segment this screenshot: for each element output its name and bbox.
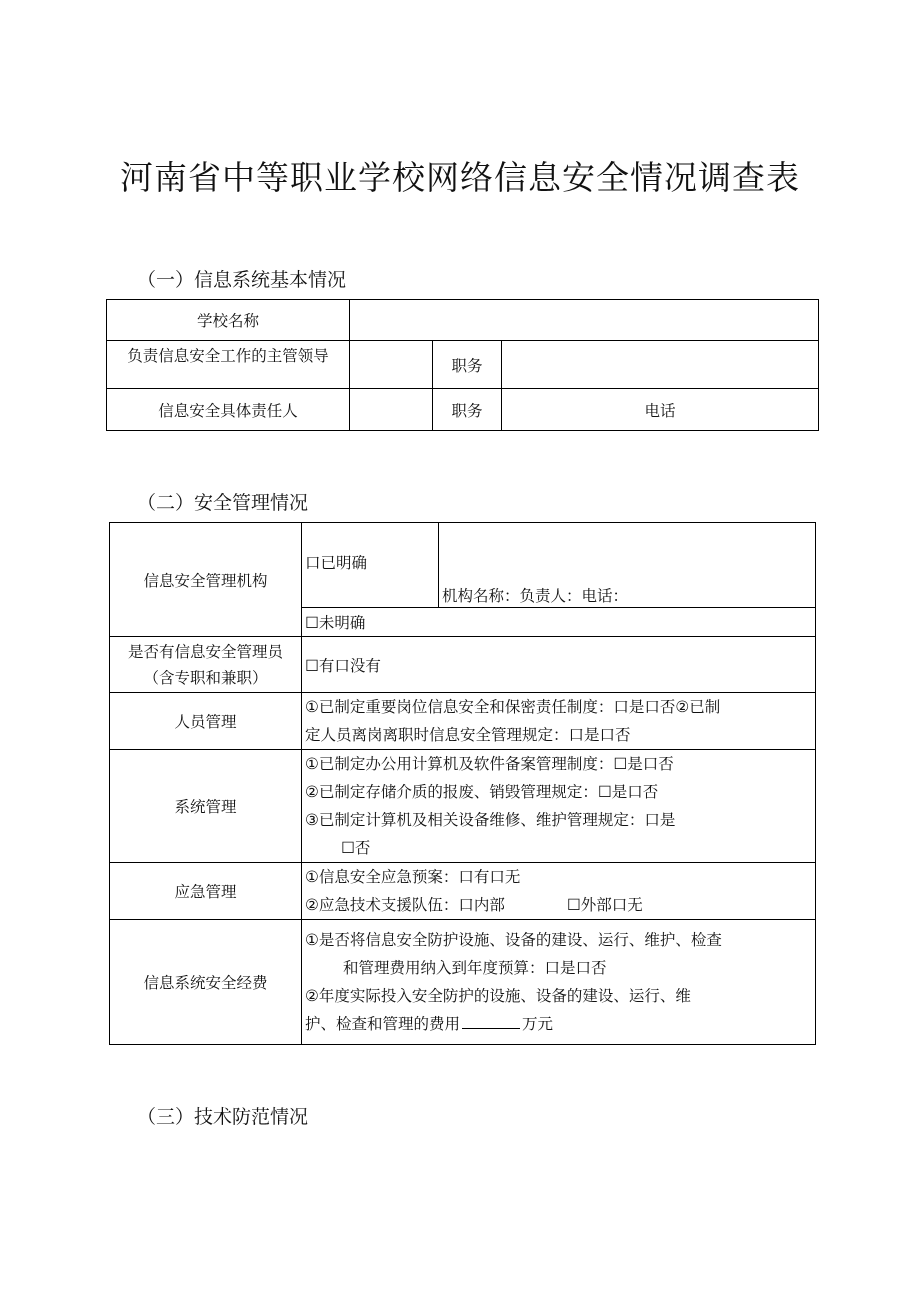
- personnel-value: [302, 693, 816, 750]
- school-name-row: [107, 300, 819, 341]
- admin-label: [110, 637, 302, 693]
- school-name-label: 学校名称: [107, 300, 350, 341]
- system-row: [110, 750, 816, 863]
- budget-value: [302, 920, 816, 1045]
- responsible-label: 信息安全具体责任人: [107, 389, 350, 431]
- leader-name-value: [350, 341, 433, 389]
- system-line3: ③已制定计算机及相关设备维修、维护管理规定：口是: [305, 811, 676, 829]
- page-title: 河南省中等职业学校网络信息安全情况调查表: [120, 158, 800, 197]
- admin-label-line1: 是否有信息安全管理员: [127, 642, 283, 661]
- emergency-internal: ②应急技术支援队伍：口内部: [305, 896, 505, 914]
- leader-label: 负责信息安全工作的主管领导: [107, 341, 350, 389]
- budget-line3: ②年度实际投入安全防护的设施、设备的建设、运行、维: [305, 987, 691, 1005]
- personnel-label: 人员管理: [110, 693, 302, 750]
- section2-heading: （二）安全管理情况: [137, 492, 309, 514]
- system-value: [302, 750, 816, 863]
- org-label: 信息安全管理机构: [110, 523, 302, 637]
- responsible-position-label: 职务: [433, 389, 502, 431]
- budget-label: 信息系统安全经费: [110, 920, 302, 1045]
- leader-position-value: [502, 341, 819, 389]
- admin-label-line2: （含专职和兼职）: [143, 668, 268, 687]
- leader-row: [107, 341, 819, 389]
- section1-heading: （一）信息系统基本情况: [137, 269, 347, 291]
- budget-line4: [305, 1010, 815, 1038]
- leader-position-label: 职务: [433, 341, 502, 389]
- budget-row: [110, 920, 816, 1045]
- emergency-line2: [305, 891, 815, 919]
- org-option-yes: 口已明确: [302, 523, 439, 608]
- personnel-line2: 定人员离岗离职时信息安全管理规定：口是口否: [305, 726, 631, 744]
- budget-line4-prefix: 护、检查和管理的费用: [305, 1015, 461, 1033]
- org-info: 机构名称：负责人：电话：: [439, 523, 816, 608]
- section3-heading: （三）技术防范情况: [137, 1106, 309, 1128]
- emergency-label: 应急管理: [110, 863, 302, 920]
- system-line4: ☐否: [341, 839, 371, 857]
- personnel-line1: ①已制定重要岗位信息安全和保密责任制度：口是口否②已制: [305, 698, 721, 716]
- emergency-value: [302, 863, 816, 920]
- personnel-row: [110, 693, 816, 750]
- org-option-no: ☐未明确: [302, 608, 816, 637]
- emergency-row: [110, 863, 816, 920]
- responsible-name-value: [350, 389, 433, 431]
- system-line1: ①已制定办公用计算机及软件备案管理制度：☐是口否: [305, 755, 674, 773]
- school-name-value: [350, 300, 819, 341]
- org-row: [110, 523, 816, 608]
- budget-line1: ①是否将信息安全防护设施、设备的建设、运行、维护、检查: [305, 931, 722, 949]
- system-label: 系统管理: [110, 750, 302, 863]
- budget-unit: 万元: [522, 1015, 554, 1033]
- admin-value: ☐有口没有: [302, 637, 816, 693]
- management-table: [109, 522, 816, 1045]
- responsible-row: [107, 389, 819, 431]
- emergency-external: ☐外部口无: [566, 896, 643, 914]
- system-line2: ②已制定存储介质的报废、销毁管理规定：☐是口否: [305, 783, 659, 801]
- budget-amount-blank: [462, 1014, 520, 1029]
- responsible-phone-label: 电话: [502, 389, 819, 431]
- admin-row: [110, 637, 816, 693]
- budget-line2: 和管理费用纳入到年度预算：口是口否: [343, 959, 607, 977]
- emergency-line1: ①信息安全应急预案：口有口无: [305, 868, 521, 886]
- basic-info-table: [106, 299, 819, 431]
